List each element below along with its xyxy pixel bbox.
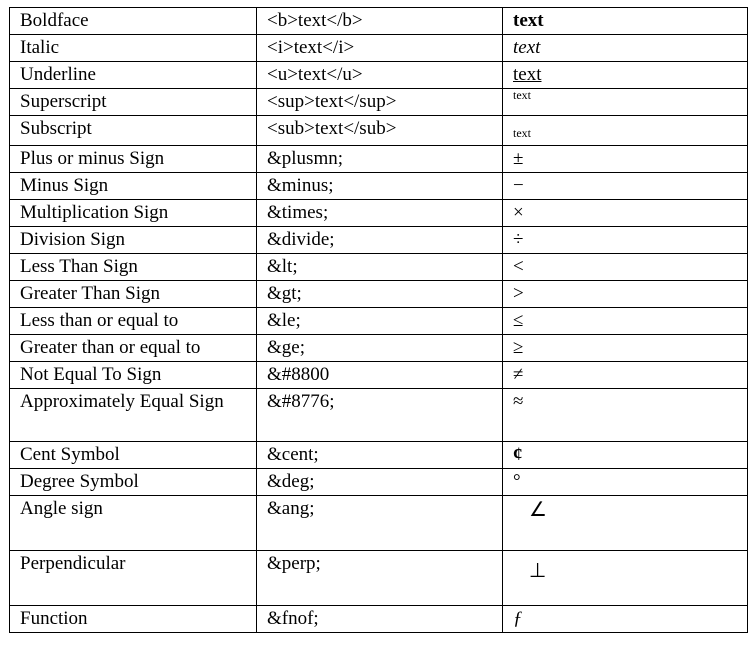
code-cell: &fnof;: [257, 606, 503, 633]
name-cell: Division Sign: [10, 227, 257, 254]
italic-sample: text: [513, 37, 541, 58]
output-cell: [503, 116, 748, 146]
bold-sample: text: [513, 10, 544, 31]
output-cell: ƒ: [503, 606, 748, 633]
table-row-angle: [10, 496, 748, 551]
output-cell: ¢: [503, 442, 748, 469]
output-cell: <: [503, 254, 748, 281]
code-cell: &le;: [257, 308, 503, 335]
output-cell: ±: [503, 146, 748, 173]
table-row-boldface: [10, 8, 748, 35]
output-cell: ÷: [503, 227, 748, 254]
table-row-minus: [10, 173, 748, 200]
code-cell: &plusmn;: [257, 146, 503, 173]
table-row-approx-equal: [10, 389, 748, 442]
code-cell: &perp;: [257, 551, 503, 606]
output-cell: ≈: [503, 389, 748, 442]
output-cell: [503, 496, 748, 551]
code-cell: <i>text</i>: [257, 35, 503, 62]
output-cell: >: [503, 281, 748, 308]
code-cell: <b>text</b>: [257, 8, 503, 35]
name-cell: Superscript: [10, 89, 257, 116]
name-cell: Minus Sign: [10, 173, 257, 200]
code-cell: &ge;: [257, 335, 503, 362]
table-row-division: [10, 227, 748, 254]
table-row-multiplication: [10, 200, 748, 227]
table-row-greater-than: [10, 281, 748, 308]
output-cell: −: [503, 173, 748, 200]
code-cell: &cent;: [257, 442, 503, 469]
code-cell: &#8800: [257, 362, 503, 389]
output-cell: ≤: [503, 308, 748, 335]
output-cell: [503, 89, 748, 116]
output-cell: °: [503, 469, 748, 496]
output-cell: [503, 62, 748, 89]
name-cell: Plus or minus Sign: [10, 146, 257, 173]
name-cell: Less Than Sign: [10, 254, 257, 281]
name-cell: Not Equal To Sign: [10, 362, 257, 389]
superscript-sample: text: [513, 88, 531, 102]
table-row-degree: [10, 469, 748, 496]
name-cell: Function: [10, 606, 257, 633]
output-cell: [503, 8, 748, 35]
output-cell: ≠: [503, 362, 748, 389]
subscript-sample: text: [513, 126, 531, 140]
name-cell: Angle sign: [10, 496, 257, 551]
code-cell: &deg;: [257, 469, 503, 496]
code-cell: &divide;: [257, 227, 503, 254]
code-cell: <sub>text</sub>: [257, 116, 503, 146]
name-cell: Greater Than Sign: [10, 281, 257, 308]
name-cell: Boldface: [10, 8, 257, 35]
name-cell: Approximately Equal Sign: [10, 389, 257, 442]
table-row-subscript: [10, 116, 748, 146]
code-cell: &ang;: [257, 496, 503, 551]
name-cell: Multiplication Sign: [10, 200, 257, 227]
table-row-cent: [10, 442, 748, 469]
name-cell: Italic: [10, 35, 257, 62]
code-cell: <u>text</u>: [257, 62, 503, 89]
output-cell: ×: [503, 200, 748, 227]
table-row-less-than: [10, 254, 748, 281]
table-row-less-equal: [10, 308, 748, 335]
name-cell: Degree Symbol: [10, 469, 257, 496]
table-row-italic: [10, 35, 748, 62]
table-row-underline: [10, 62, 748, 89]
underline-sample: text: [513, 64, 542, 85]
code-cell: &minus;: [257, 173, 503, 200]
table-row-function: [10, 606, 748, 633]
name-cell: Greater than or equal to: [10, 335, 257, 362]
name-cell: Cent Symbol: [10, 442, 257, 469]
code-cell: &gt;: [257, 281, 503, 308]
name-cell: Subscript: [10, 116, 257, 146]
perpendicular-symbol: ⊥: [529, 558, 547, 582]
code-cell: <sup>text</sup>: [257, 89, 503, 116]
code-cell: &lt;: [257, 254, 503, 281]
table-row-perpendicular: [10, 551, 748, 606]
code-cell: &times;: [257, 200, 503, 227]
name-cell: Less than or equal to: [10, 308, 257, 335]
name-cell: Underline: [10, 62, 257, 89]
html-entity-reference-table: [9, 7, 748, 633]
angle-symbol: ∠: [529, 497, 547, 521]
output-cell: [503, 35, 748, 62]
table-row-greater-equal: [10, 335, 748, 362]
name-cell: Perpendicular: [10, 551, 257, 606]
output-cell: ≥: [503, 335, 748, 362]
code-cell: &#8776;: [257, 389, 503, 442]
table-row-plus-minus: [10, 146, 748, 173]
table-row-not-equal: [10, 362, 748, 389]
table-row-superscript: [10, 89, 748, 116]
output-cell: [503, 551, 748, 606]
